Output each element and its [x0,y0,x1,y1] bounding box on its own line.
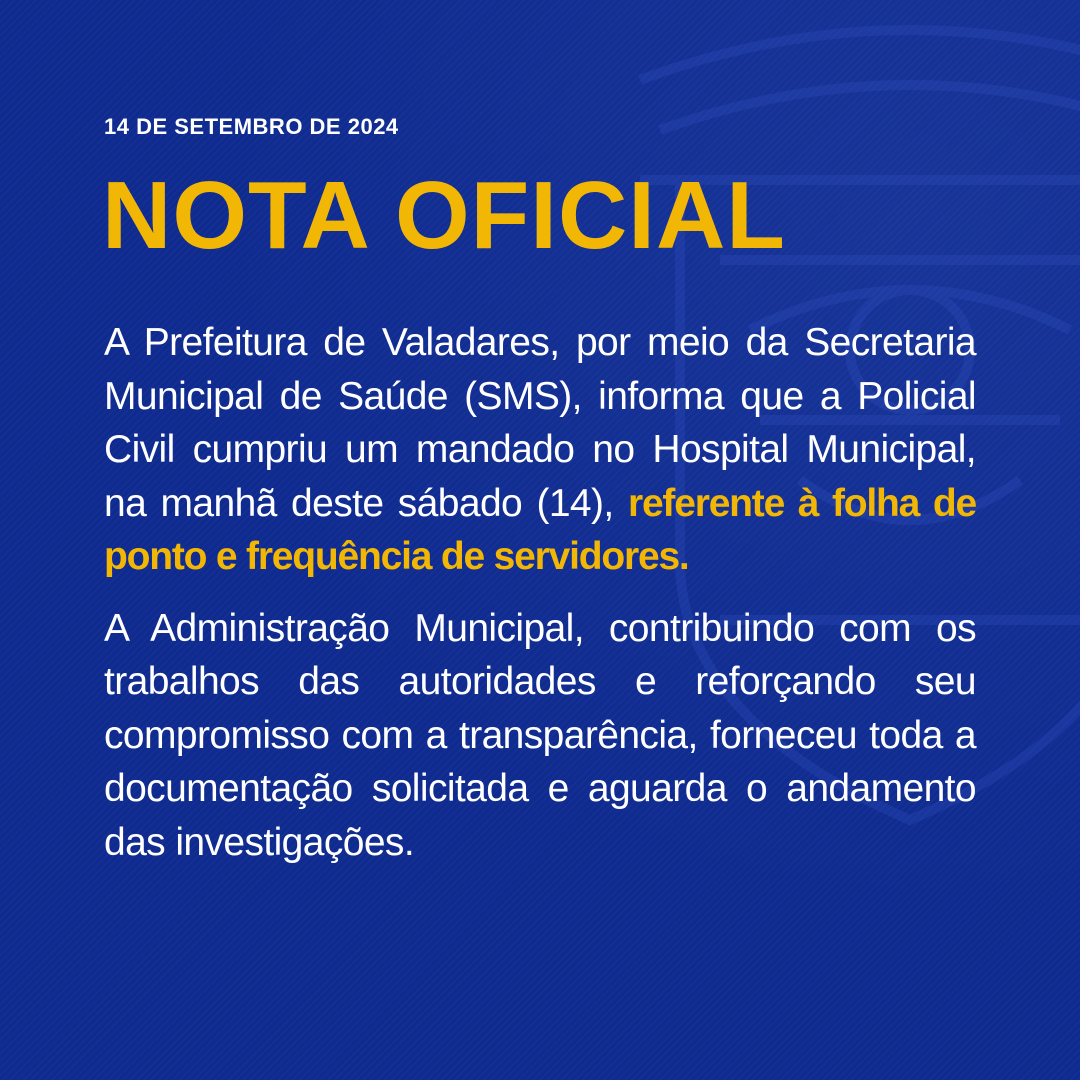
paragraph-1-highlight: referente à folha de ponto e frequência de servidores. [104,481,976,578]
paragraph-1 [104,316,976,584]
paragraph-2: A Administração Municipal, contribuindo com os trabalhos das autoridades e reforçando seu compromisso com a transparência, forneceu toda a documentação solicitada e aguarda o andamento das investigações. [104,606,976,864]
page-title: NOTA OFICIAL [102,162,786,269]
paragraph-1-text: A Prefeitura de Valadares, por meio da Secretaria Municipal de Saúde (SMS), informa que a Policial Civil cumpriu um mandado no Hospital Municipal, na manhã deste sábado (14), [104,321,976,525]
note-date: 14 DE SETEMBRO DE 2024 [104,114,399,139]
note-body [104,316,976,887]
